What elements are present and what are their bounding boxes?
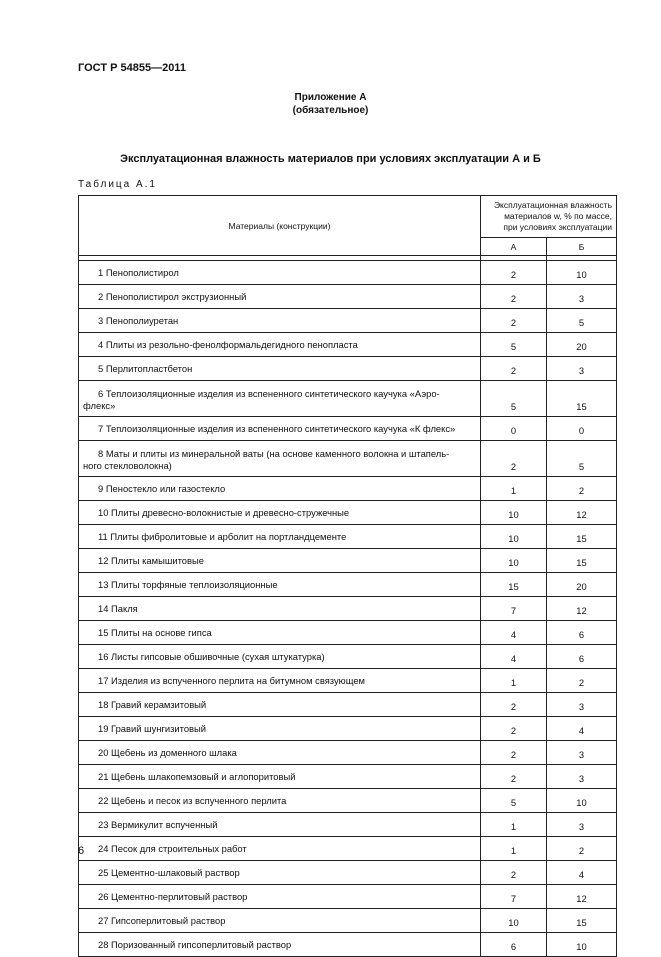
value-condition-b: 12 — [547, 501, 617, 525]
table-row — [79, 861, 617, 885]
value-condition-b: 5 — [547, 309, 617, 333]
appendix-status: (обязательное) — [292, 105, 369, 116]
material-name-line-2: флекс» — [83, 399, 116, 411]
value-condition-a: 5 — [481, 381, 547, 417]
table-row — [79, 837, 617, 861]
header-moisture-group — [481, 196, 617, 238]
table-row — [79, 597, 617, 621]
value-condition-b: 12 — [547, 597, 617, 621]
value-condition-a: 2 — [481, 261, 547, 285]
value-condition-a: 1 — [481, 837, 547, 861]
header-moisture-line-2: материалов w, % по массе, — [504, 211, 613, 221]
table-row — [79, 261, 617, 285]
material-name: 23 Вермикулит вспученный — [79, 813, 481, 837]
value-condition-a: 1 — [481, 477, 547, 501]
value-condition-b: 15 — [547, 525, 617, 549]
value-condition-a: 7 — [481, 885, 547, 909]
material-name — [79, 441, 481, 477]
value-condition-b: 2 — [547, 837, 617, 861]
material-name: 28 Поризованный гипсоперлитовый раствор — [79, 933, 481, 957]
table-row — [79, 285, 617, 309]
value-condition-a: 2 — [481, 309, 547, 333]
material-name: 20 Щебень из доменного шлака — [79, 741, 481, 765]
value-condition-b: 3 — [547, 741, 617, 765]
value-condition-b: 0 — [547, 417, 617, 441]
material-name: 27 Гипсоперлитовый раствор — [79, 909, 481, 933]
value-condition-a: 1 — [481, 669, 547, 693]
value-condition-a: 2 — [481, 693, 547, 717]
table-row — [79, 885, 617, 909]
value-condition-b: 4 — [547, 717, 617, 741]
table-row — [79, 573, 617, 597]
value-condition-b: 6 — [547, 621, 617, 645]
value-condition-b: 10 — [547, 261, 617, 285]
value-condition-b: 3 — [547, 765, 617, 789]
value-condition-b: 3 — [547, 357, 617, 381]
material-name: 5 Перлитопластбетон — [79, 357, 481, 381]
value-condition-a: 5 — [481, 789, 547, 813]
header-condition-a: А — [481, 238, 547, 256]
value-condition-b: 4 — [547, 861, 617, 885]
material-name: 26 Цементно-перлитовый раствор — [79, 885, 481, 909]
value-condition-a: 7 — [481, 597, 547, 621]
header-condition-b: Б — [547, 238, 617, 256]
table-row — [79, 381, 617, 417]
material-name: 4 Плиты из резольно-фенолформальдегидного пенопласта — [79, 333, 481, 357]
material-name: 12 Плиты камышитовые — [79, 549, 481, 573]
material-name: 22 Щебень и песок из вспученного перлита — [79, 789, 481, 813]
value-condition-b: 15 — [547, 549, 617, 573]
appendix-title: Приложение А — [294, 92, 367, 103]
value-condition-a: 2 — [481, 285, 547, 309]
value-condition-b: 2 — [547, 477, 617, 501]
material-name — [79, 381, 481, 417]
table-row — [79, 717, 617, 741]
value-condition-b: 3 — [547, 693, 617, 717]
table-row — [79, 813, 617, 837]
table-body — [79, 256, 617, 957]
material-name: 1 Пенополистирол — [79, 261, 481, 285]
value-condition-a: 4 — [481, 621, 547, 645]
value-condition-b: 15 — [547, 381, 617, 417]
value-condition-a: 2 — [481, 861, 547, 885]
value-condition-a: 10 — [481, 549, 547, 573]
value-condition-b: 10 — [547, 789, 617, 813]
page-number: 6 — [78, 845, 85, 857]
material-name: 19 Гравий шунгизитовый — [79, 717, 481, 741]
table-row — [79, 933, 617, 957]
table-row — [79, 669, 617, 693]
value-condition-b: 2 — [547, 669, 617, 693]
value-condition-a: 5 — [481, 333, 547, 357]
header-materials: Материалы (конструкции) — [79, 196, 481, 256]
table-row — [79, 441, 617, 477]
value-condition-a: 6 — [481, 933, 547, 957]
value-condition-b: 6 — [547, 645, 617, 669]
material-name: 15 Плиты на основе гипса — [79, 621, 481, 645]
value-condition-a: 10 — [481, 525, 547, 549]
material-name-line-1: 6 Теплоизоляционные изделия из вспененного синтетического каучука «Аэро- — [98, 387, 440, 399]
table-row — [79, 357, 617, 381]
material-name: 13 Плиты торфяные теплоизоляционные — [79, 573, 481, 597]
section-title: Эксплуатационная влажность материалов при условиях эксплуатации А и Б — [120, 153, 541, 165]
value-condition-b: 10 — [547, 933, 617, 957]
table-row — [79, 333, 617, 357]
material-name: 24 Песок для строительных работ — [79, 837, 481, 861]
table-row — [79, 645, 617, 669]
value-condition-a: 2 — [481, 717, 547, 741]
material-name: 21 Щебень шлакопемзовый и аглопоритовый — [79, 765, 481, 789]
value-condition-b: 20 — [547, 333, 617, 357]
moisture-table — [78, 195, 617, 957]
value-condition-b: 3 — [547, 285, 617, 309]
table-row — [79, 549, 617, 573]
value-condition-b: 3 — [547, 813, 617, 837]
standard-designation: ГОСТ Р 54855—2011 — [78, 62, 186, 74]
value-condition-a: 15 — [481, 573, 547, 597]
table-row — [79, 621, 617, 645]
table-row — [79, 525, 617, 549]
value-condition-a: 10 — [481, 501, 547, 525]
value-condition-a: 0 — [481, 417, 547, 441]
table-row — [79, 789, 617, 813]
value-condition-a: 2 — [481, 741, 547, 765]
table-row — [79, 501, 617, 525]
material-name: 3 Пенополиуретан — [79, 309, 481, 333]
table-row — [79, 417, 617, 441]
material-name: 10 Плиты древесно-волокнистые и древесно-стружечные — [79, 501, 481, 525]
material-name: 17 Изделия из вспученного перлита на битумном связующем — [79, 669, 481, 693]
value-condition-a: 2 — [481, 357, 547, 381]
value-condition-a: 10 — [481, 909, 547, 933]
material-name: 25 Цементно-шлаковый раствор — [79, 861, 481, 885]
value-condition-b: 20 — [547, 573, 617, 597]
table-row — [79, 693, 617, 717]
value-condition-a: 4 — [481, 645, 547, 669]
material-name: 16 Листы гипсовые обшивочные (сухая штукатурка) — [79, 645, 481, 669]
material-name: 7 Теплоизоляционные изделия из вспененного синтетического каучука «К флекс» — [79, 417, 481, 441]
value-condition-a: 1 — [481, 813, 547, 837]
value-condition-b: 15 — [547, 909, 617, 933]
table-row — [79, 477, 617, 501]
table-row — [79, 741, 617, 765]
table-row — [79, 909, 617, 933]
material-name: 2 Пенополистирол экструзионный — [79, 285, 481, 309]
material-name: 11 Плиты фибролитовые и арболит на портландцементе — [79, 525, 481, 549]
material-name-line-1: 8 Маты и плиты из минеральной ваты (на основе каменного волокна и штапель- — [98, 447, 450, 459]
value-condition-a: 2 — [481, 765, 547, 789]
value-condition-b: 5 — [547, 441, 617, 477]
table-row — [79, 309, 617, 333]
value-condition-b: 12 — [547, 885, 617, 909]
material-name: 9 Пеностекло или газостекло — [79, 477, 481, 501]
header-moisture-line-3: при условиях эксплуатации — [503, 222, 613, 232]
material-name: 18 Гравий керамзитовый — [79, 693, 481, 717]
material-name: 14 Пакля — [79, 597, 481, 621]
material-name-line-2: ного стекловолокна) — [83, 459, 172, 471]
table-row — [79, 765, 617, 789]
value-condition-a: 2 — [481, 441, 547, 477]
table-caption: Таблица А.1 — [78, 179, 157, 190]
header-moisture-line-1: Эксплуатационная влажность — [493, 200, 613, 210]
